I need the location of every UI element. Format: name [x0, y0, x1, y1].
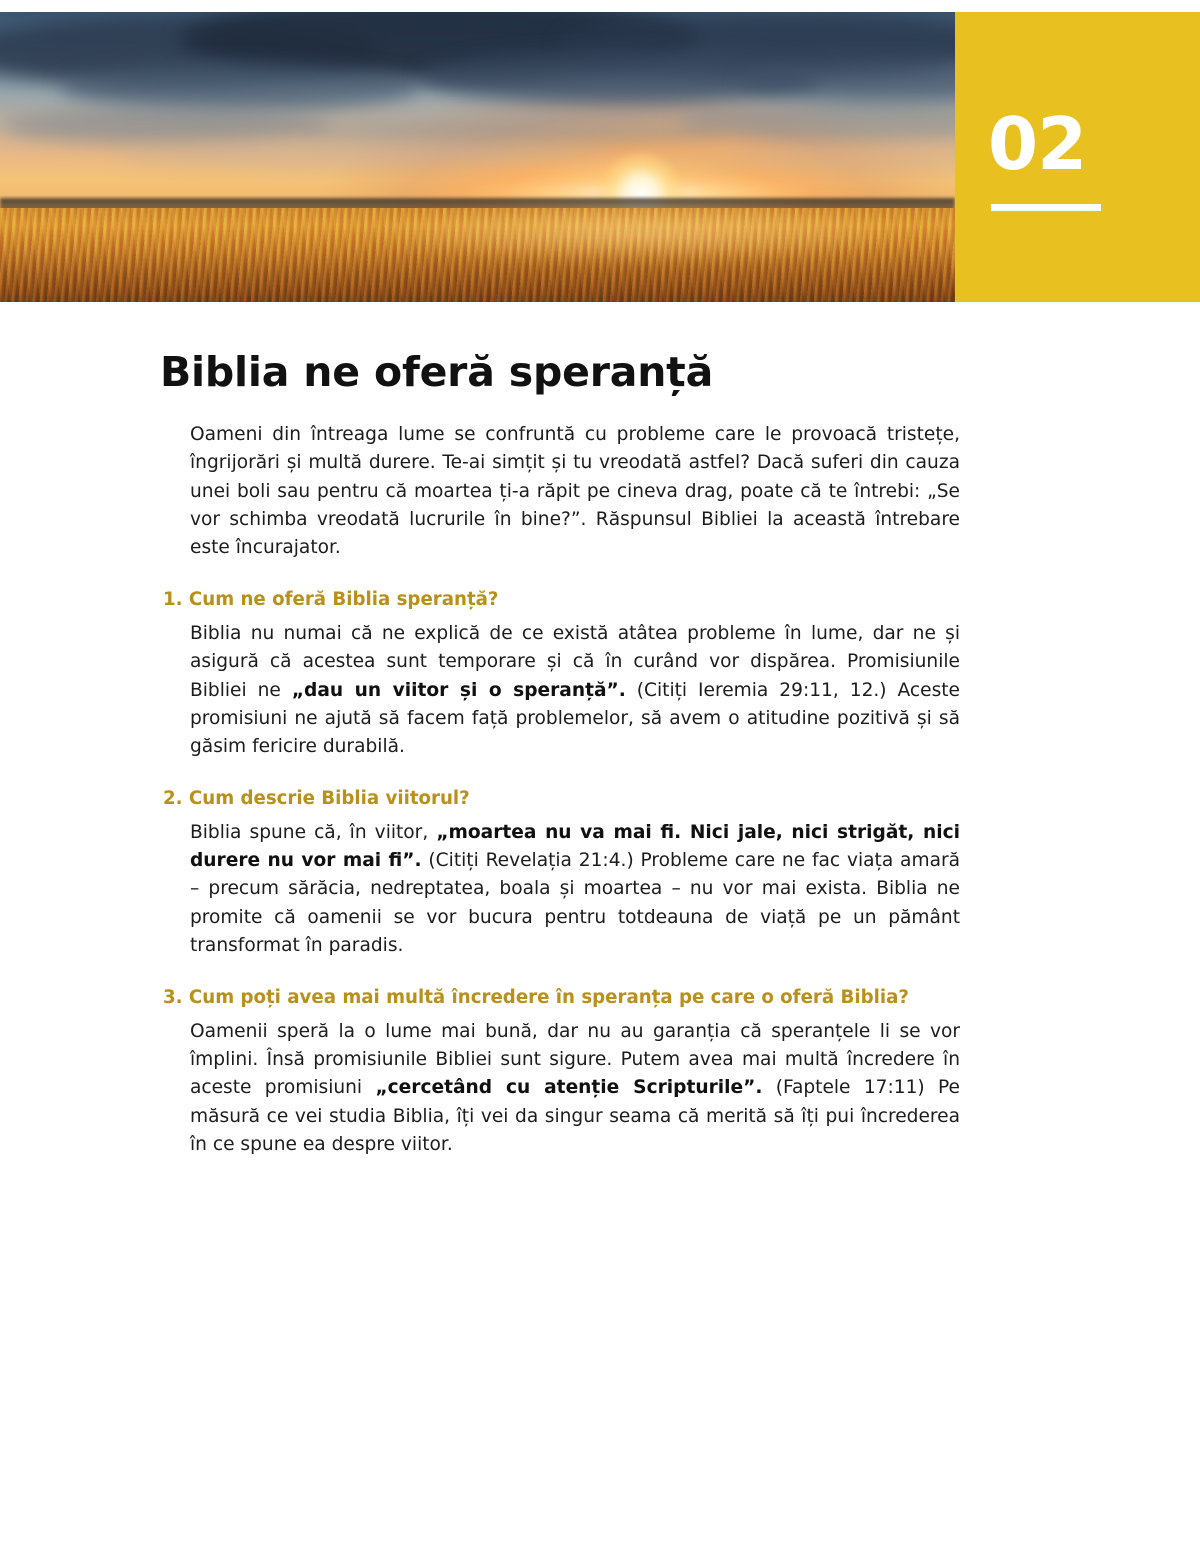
cloud-shape	[120, 142, 620, 168]
section-heading: 3. Cum poți avea mai multă încredere în speranța pe care o oferă Biblia?	[163, 987, 909, 1009]
number-underline	[991, 204, 1101, 211]
section-1	[163, 588, 960, 761]
section-paragraph: Oamenii speră la o lume mai bună, dar nu au garanția că speranțele li se vor împlini. Însă promisiunile Bibliei sunt sigure. Putem avea mai multă încredere în aceste promisiuni „cercetând cu atenție Scripturile”. (Faptele 17:11) Pe măsură ce vei studia Biblia, îți vei da singur seama că merită să îți pui încrederea în ce spune ea despre viitor.	[190, 1020, 960, 1155]
section-heading: 1. Cum ne oferă Biblia speranță?	[163, 589, 499, 611]
lesson-number-block	[955, 12, 1200, 302]
page-header	[0, 12, 1200, 302]
cloud-shape	[60, 64, 420, 110]
section-heading: 2. Cum descrie Biblia viitorul?	[163, 788, 470, 810]
field-glow	[380, 202, 900, 262]
hero-image	[0, 12, 955, 302]
intro-paragraph: Oameni din întreaga lume se confruntă cu probleme care le provoacă tristețe, îngrijorări și multă durere. Te-ai simțit și tu vreodată astfel? Dacă suferi din cauza unei boli sau pentru că moartea ți-a răpit pe cineva drag, poate că te întrebi: „Se vor schimba vreodată lucrurile în bine?”. Răspunsul Bibliei la această întrebare este încurajator.	[190, 424, 960, 559]
section-paragraph: Biblia spune că, în viitor, „moartea nu va mai fi. Nici jale, nici strigăt, nici durere nu vor mai fi”. (Citiți Revelația 21:4.) Probleme care ne fac viața amară – precum sărăcia, nedreptatea, boala și moartea – nu vor mai exista. Biblia ne promite că oamenii se vor bucura pentru totdeauna de viață pe un pământ transformat în paradis.	[190, 821, 960, 956]
section-2	[163, 787, 960, 960]
cloud-shape	[0, 108, 330, 144]
article-content	[0, 302, 1200, 1159]
section-paragraph: Biblia nu numai că ne explică de ce există atâtea probleme în lume, dar ne și asigură că acestea sunt temporare și că în curând vor dispărea. Promisiunile Bibliei ne „dau un viitor și o speranță”. (Citiți Ieremia 29:11, 12.) Aceste promisiuni ne ajută să facem față problemelor, să avem o atitudine pozitivă și să găsim fericire durabilă.	[190, 623, 960, 757]
lesson-number: 02	[988, 102, 1087, 186]
page-title: Biblia ne oferă speranță	[160, 348, 714, 396]
section-3	[163, 986, 960, 1159]
article-body	[163, 421, 960, 1159]
